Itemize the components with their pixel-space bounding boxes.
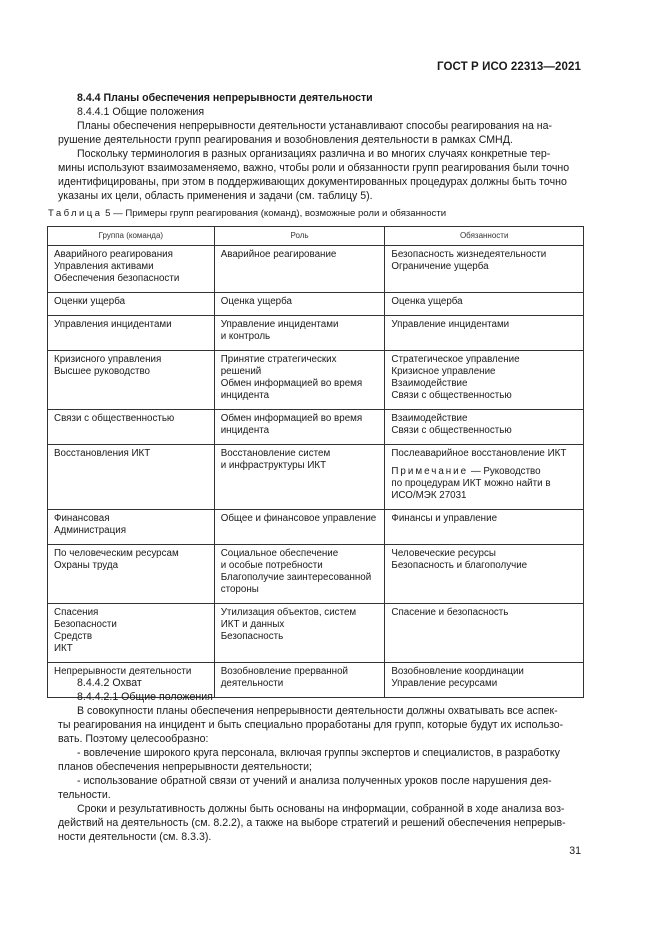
role-line: ИКТ и данных [220,619,285,630]
page-number: 31 [569,845,581,857]
cell-role [214,445,385,510]
table-row [48,445,584,510]
cell-group [48,510,215,545]
header-group: Группа (команда) [48,227,215,246]
para2-line3: идентифицированы, при этом в поддерживающих документированных процедурах должны быть точно [58,176,567,188]
role-line: Утилизация объектов, систем [220,607,357,618]
role-line: Обмен информацией во время [220,413,363,424]
bullet1-l1: - вовлечение широкого круга персонала, включая группы экспертов и специалистов, в разработку [77,747,560,759]
cell-role [214,410,385,445]
duties-line: Кризисное управление [391,366,496,377]
scope-p1-l1: В совокупности планы обеспечения непрерывности деятельности должны охватывать все аспек- [77,705,558,717]
cell-duties [385,293,584,316]
role-line: и инфраструктуры ИКТ [220,460,327,471]
table-row [48,316,584,351]
cell-role [214,604,385,663]
group-line: Средств [54,631,93,642]
para2-line4: указаны их цели, область применения и задачи (см. таблицу 5). [58,190,373,202]
cell-duties [385,510,584,545]
para1-line1: Планы обеспечения непрерывности деятельности устанавливают способы реагирования на на- [77,120,553,132]
table-caption [48,208,446,219]
group-line: Охраны труда [54,560,119,571]
group-line: ИКТ [54,643,73,654]
scope-heading: 8.4.4.2 Охват [77,677,142,689]
cell-group [48,246,215,293]
role-line: Аварийное реагирование [220,249,337,260]
note [391,466,577,502]
cell-role [214,246,385,293]
cell-group [48,545,215,604]
duties-line: Управление ресурсами [391,678,498,689]
cell-group [48,410,215,445]
role-line: Управление инцидентами [220,319,339,330]
group-line: Оценки ущерба [54,296,126,307]
group-line: Обеспечения безопасности [54,273,180,284]
role-line: Возобновление прерванной [220,666,349,677]
cell-group [48,445,215,510]
note-line: по процедурам ИКТ можно найти в [391,478,551,489]
table-row [48,293,584,316]
duties-line: Финансы и управление [391,513,498,524]
cell-group [48,316,215,351]
group-line: Управления инцидентами [54,319,172,330]
para1-line2: рушение деятельности групп реагирования и возобновления деятельности в рамках СМНД. [58,134,513,146]
table-caption-text: 5 — Примеры групп реагирования (команд), возможные роли и обязанности [102,208,447,219]
table-row [48,246,584,293]
role-line: и контроль [220,331,271,342]
scope-general-heading: 8.4.4.2.1 Общие положения [77,691,213,703]
group-line: Спасения [54,607,99,618]
role-line: Восстановление систем [220,448,331,459]
table-caption-prefix: Таблица [48,208,103,219]
response-groups-table [47,226,584,698]
role-line: и особые потребности [220,560,323,571]
duties-line: Стратегическое управление [391,354,520,365]
group-line: Кризисного управления [54,354,162,365]
role-line: инцидента [220,425,270,436]
duties-line: Безопасность и благополучие [391,560,528,571]
cell-duties [385,545,584,604]
duties-line: Послеаварийное восстановление ИКТ [391,448,567,459]
role-line: Оценка ущерба [220,296,292,307]
group-line: Финансовая [54,513,110,524]
table-row [48,351,584,410]
section-heading: 8.4.4 Планы обеспечения непрерывности деятельности [77,92,373,104]
table-row [48,545,584,604]
note-line: — Руководство [468,466,541,477]
scope-p1-l3: вать. Поэтому целесообразно: [58,733,209,745]
role-line: Принятие стратегических [220,354,337,365]
scope-p2-l1: Сроки и результативность должны быть основаны на информации, собранной в ходе анализа воз- [77,803,565,815]
cell-role [214,510,385,545]
cell-duties [385,410,584,445]
group-line: Администрация [54,525,127,536]
group-line: Безопасности [54,619,117,630]
table-row [48,410,584,445]
scope-p1-l2: ты реагирования на инцидент и быть специально проработаны для групп, которые будут их использо- [58,719,564,731]
cell-role [214,351,385,410]
para2-line2: мины используют взаимозаменяемо, важно, чтобы роли и обязанности групп реагирования были точно [58,162,570,174]
bullet2-l1: - использование обратной связи от учений и анализа полученных уроков после нарушения дея- [77,775,552,787]
group-line: Непрерывности деятельности [54,666,192,677]
role-line: Общее и финансовое управление [220,513,377,524]
para2-line1: Поскольку терминология в разных организациях различна и во многих случаях конкретные тер- [77,148,551,160]
cell-role [214,293,385,316]
standard-header: ГОСТ Р ИСО 22313—2021 [436,61,581,73]
note-line: ИСО/МЭК 27031 [391,490,467,501]
group-line: Восстановления ИКТ [54,448,151,459]
duties-line: Управление инцидентами [391,319,510,330]
role-line: Социальное обеспечение [220,548,339,559]
duties-line: Взаимодействие [391,413,468,424]
header-role: Роль [214,227,385,246]
cell-duties [385,351,584,410]
table-row [48,604,584,663]
cell-duties [385,246,584,293]
group-line: Высшее руководство [54,366,151,377]
duties-line: Безопасность жизнедеятельности [391,249,547,260]
group-line: Управления активами [54,261,154,272]
group-line: Связи с общественностью [54,413,175,424]
section-scope [58,676,582,844]
role-line: Благополучие заинтересованной [220,572,372,583]
scope-p2-l3: ности деятельности (см. 8.3.3). [58,831,212,843]
duties-line: Ограничение ущерба [391,261,489,272]
cell-duties [385,445,584,510]
table-row [48,510,584,545]
role-line: Безопасность [220,631,284,642]
section-intro [58,91,582,203]
cell-group [48,604,215,663]
group-line: По человеческим ресурсам [54,548,179,559]
cell-duties [385,604,584,663]
duties-line: Взаимодействие [391,378,468,389]
group-line: Аварийного реагирования [54,249,173,260]
duties-line: Спасение и безопасность [391,607,509,618]
duties-line: Человеческие ресурсы [391,548,496,559]
subsection-heading: 8.4.4.1 Общие положения [77,106,205,118]
role-line: инцидента [220,390,270,401]
role-line: стороны [220,584,259,595]
duties-line: Возобновление координации [391,666,524,677]
duties-line: Связи с общественностью [391,425,512,436]
cell-duties [385,316,584,351]
cell-role [214,545,385,604]
duties-line: Связи с общественностью [391,390,512,401]
role-line: деятельности [220,678,284,689]
role-line: решений [220,366,262,377]
note-label: Примечание [391,466,469,477]
table-header-row [48,227,584,246]
scope-p2-l2: действий на деятельность (см. 8.2.2), а также на выборе стратегий и решений обеспечения непрерыв- [58,817,566,829]
duties-line: Оценка ущерба [391,296,463,307]
header-duties: Обязанности [385,227,584,246]
bullet2-l2: тельности. [58,789,111,801]
bullet1-l2: планов обеспечения непрерывности деятельности; [58,761,312,773]
cell-role [214,316,385,351]
role-line: Обмен информацией во время [220,378,363,389]
cell-group [48,293,215,316]
cell-group [48,351,215,410]
